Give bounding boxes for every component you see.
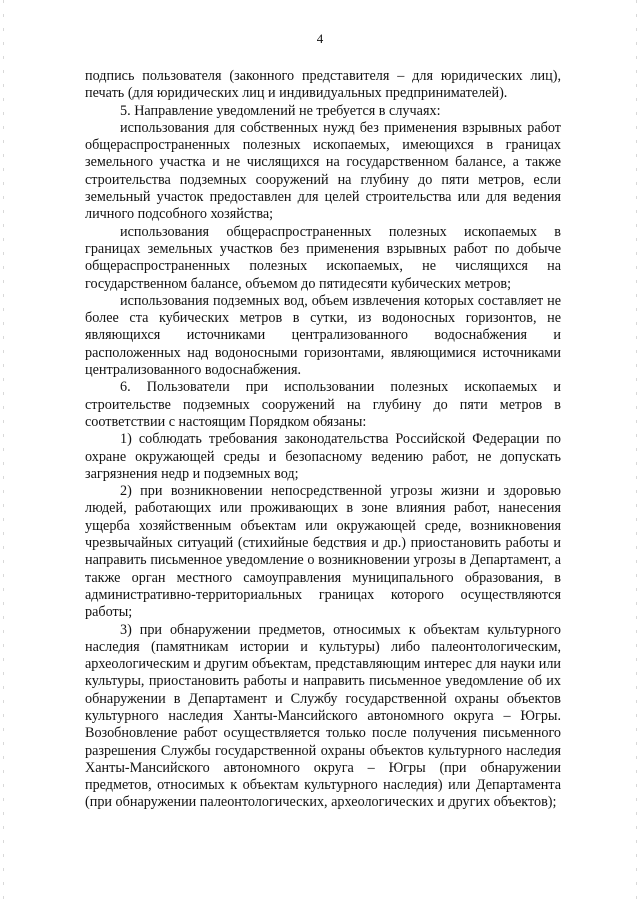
paragraph-item-5: 5. Направление уведомлений не требуется в случаях:: [120, 102, 441, 119]
paragraph-item-6: 6. Пользователи при использовании полезных ископаемых и строительстве подземных сооружений на глубину до пяти метров в соответствии с настоящим Порядком обязаны:: [85, 379, 561, 430]
page-number: 4: [316, 31, 324, 46]
scan-edge-left: [3, 0, 4, 905]
document-body: [85, 68, 561, 812]
paragraph-duty-3: 3) при обнаружении предметов, относимых к объектам культурного наследия (памятникам истории и культуры) либо палеонтологическим, археологическим и другим объектам, представляющим интерес для науки или культуры, приостановить работы и направить письменное уведомление об их обнаружении в Департамент и Службу государственной охраны объектов культурного наследия Ханты-Мансийского автономного округа – Югры. Возобновление работ осуществляется только после получения письменного разрешения Службы государственной охраны объектов культурного наследия Ханты-Мансийского автономного округа – Югры (при обнаружении предметов, относимых к объектам культурного наследия) или Департамента (при обнаружении палеонтологических, археологических и других объектов);: [85, 621, 561, 811]
paragraph-exemption-1: использования для собственных нужд без применения взрывных работ общераспространенных полезных ископаемых, имеющихся в границах земельного участка и не числящихся на государственном балансе, а также строительства подземных сооружений на глубину до пяти метров, если земельный участок предоставлен для целей строительства или для ведения личного подсобного хозяйства;: [85, 119, 561, 223]
scan-edge-right: [636, 0, 637, 905]
paragraph-signature-cont: подпись пользователя (законного представителя – для юридических лиц), печать (для юридических лиц и индивидуальных предпринимателей).: [85, 68, 561, 102]
paragraph-exemption-2: использования общераспространенных полезных ископаемых в границах земельных участков без применения взрывных работ по добыче общераспространенных полезных ископаемых, не числящихся на государственном балансе, объемом до пятидесяти кубических метров;: [85, 223, 561, 292]
paragraph-duty-2: 2) при возникновении непосредственной угрозы жизни и здоровью людей, работающих или проживающих в зоне влияния работ, нанесения ущерба хозяйственным объектам или окружающей среде, возникновения чрезвычайных ситуаций (стихийные бедствия и др.) приостановить работы и направить письменное уведомление о возникновении угрозы в Департамент, а также орган местного самоуправления муниципального образования, в административно-территориальных границах которого осуществляются работы;: [85, 483, 561, 621]
paragraph-exemption-3: использования подземных вод, объем извлечения которых составляет не более ста кубических метров в сутки, из водоносных горизонтов, не являющихся источниками централизованного водоснабжения и расположенных над водоносными горизонтами, являющимися источниками централизованного водоснабжения.: [85, 292, 561, 379]
paragraph-duty-1: 1) соблюдать требования законодательства Российской Федерации по охране окружающей среды и безопасному ведению работ, не допускать загрязнения недр и подземных вод;: [85, 431, 561, 482]
